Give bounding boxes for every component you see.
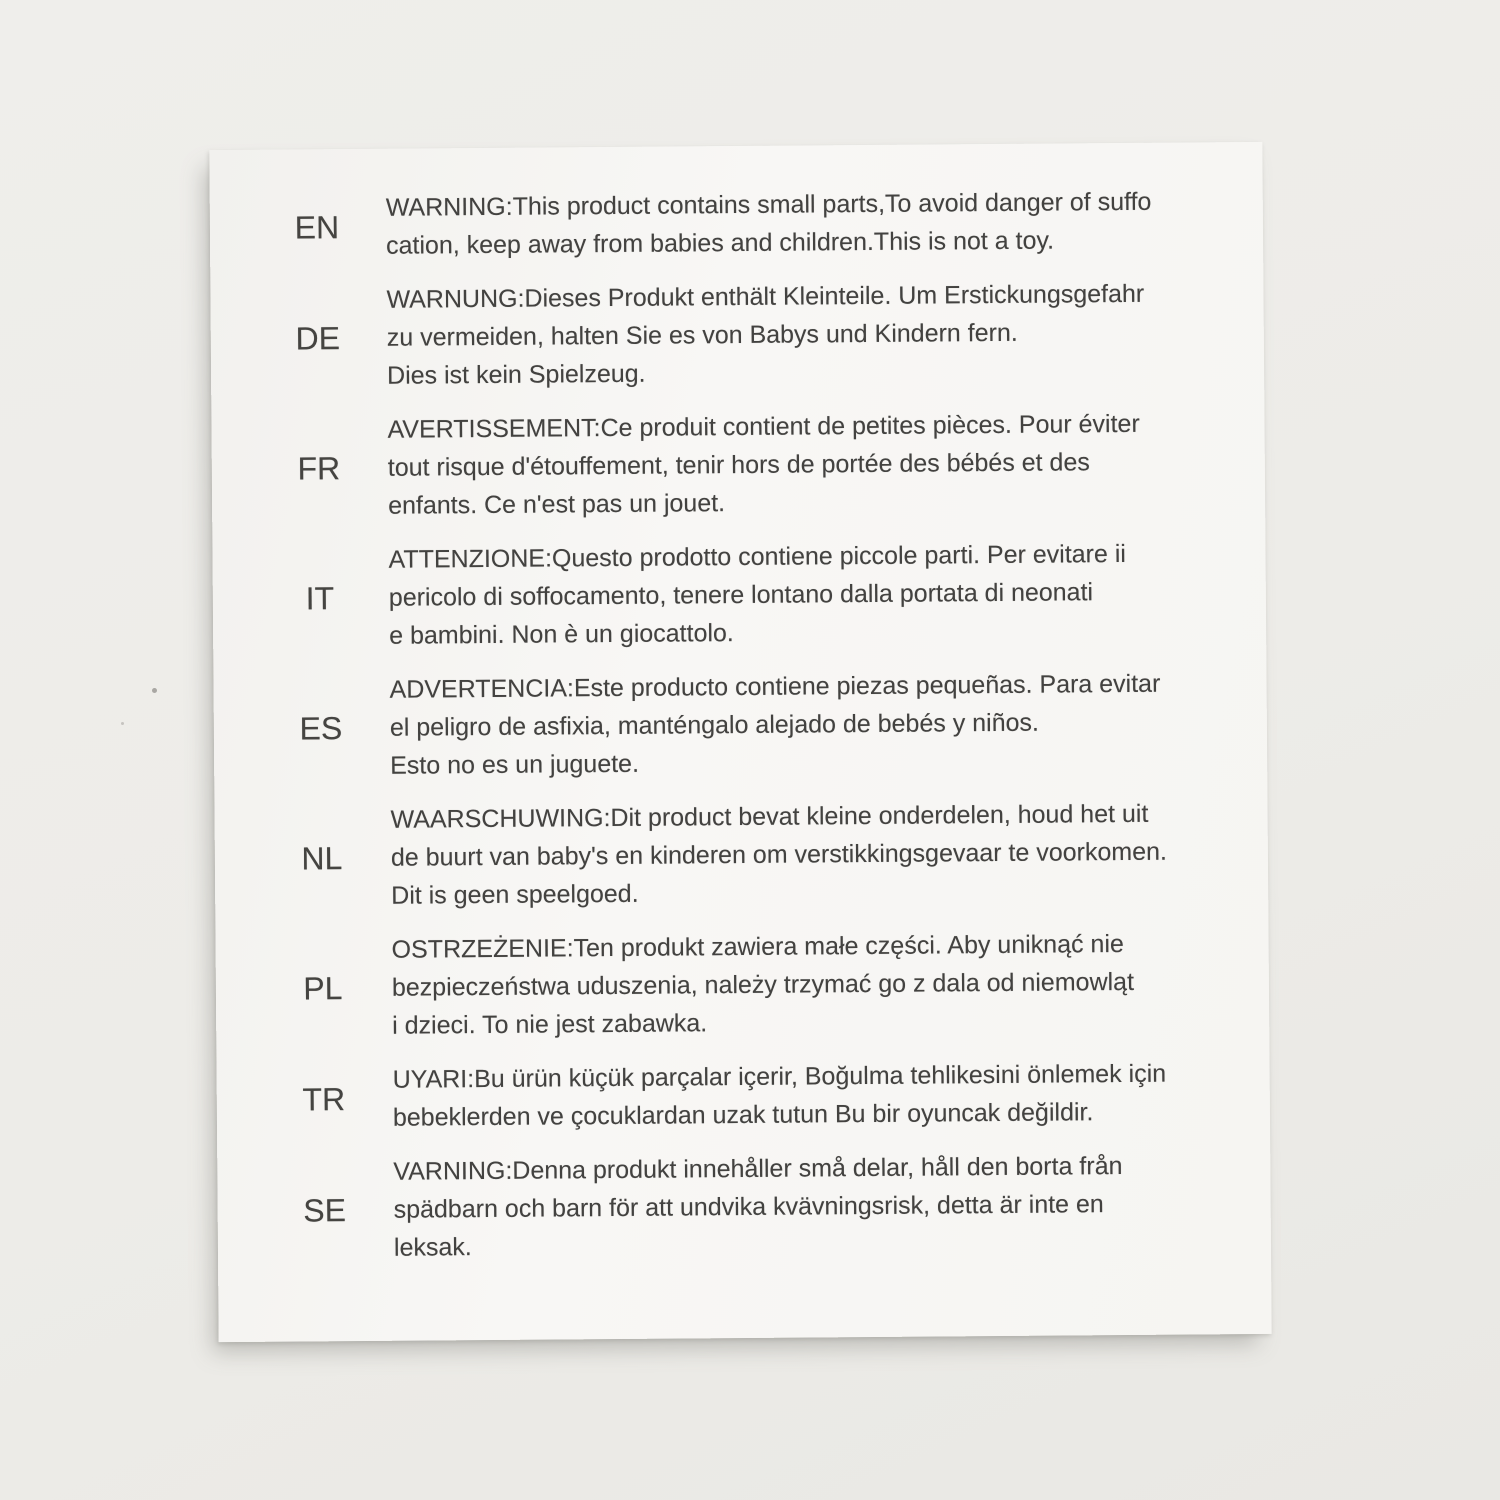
warning-block-pl [215,924,1269,1046]
warning-text [389,664,1216,784]
language-code: IT [305,580,335,617]
warning-block-en [210,182,1264,266]
warning-text [392,1054,1219,1136]
language-code: EN [294,209,340,246]
warning-line: WAARSCHUWING:Dit product bevat kleine onderdelen, houd het uit [390,799,1149,834]
warning-line: el peligro de asfixia, manténgalo alejado de bebés y niños. [389,708,1040,742]
warning-line: spädbarn och barn för att undvika kvävningsrisk, detta är inte en [393,1190,1104,1224]
warning-line: leksak. [393,1233,472,1262]
warning-line: VARNING:Denna produkt innehåller små delar, håll den borta från [393,1152,1123,1186]
warning-text [390,794,1217,914]
warning-line: tout risque d'étouffement, tenir hors de portée des bébés et des [387,448,1090,482]
language-code: PL [303,970,343,1007]
warning-text [388,534,1215,654]
warning-line: i dzieci. To nie jest zabawka. [392,1009,708,1040]
warning-line: AVERTISSEMENT:Ce produit contient de petites pièces. Pour éviter [387,409,1140,444]
warning-line: zu vermeiden, halten Sie es von Babys und Kindern fern. [386,318,1018,352]
warning-line: ADVERTENCIA:Este producto contiene piezas pequeñas. Para evitar [389,669,1161,704]
language-code: ES [299,710,343,747]
language-code: SE [303,1192,347,1229]
warning-blocks [210,182,1271,1268]
warning-text [393,1146,1220,1266]
language-code: FR [297,450,341,487]
warning-block-de [210,274,1264,396]
warning-line: de buurt van baby's en kinderen om verstikkingsgevaar te voorkomen. [390,837,1168,872]
warning-line: e bambini. Non è un giocattolo. [389,619,734,650]
warning-line: bebeklerden ve çocuklardan uzak tutun Bu bir oyuncak değildir. [392,1098,1094,1132]
warning-block-it [212,534,1266,656]
warning-block-se [217,1146,1271,1268]
dust-speck [152,688,157,693]
language-code: NL [301,840,343,877]
warning-line: enfants. Ce n'est pas un jouet. [388,489,726,520]
language-code: TR [302,1081,346,1118]
warning-line: cation, keep away from babies and children.This is not a toy. [385,226,1055,260]
warning-text [386,182,1213,264]
warning-block-tr [216,1054,1270,1138]
warning-text [386,274,1213,394]
warning-line: WARNUNG:Dieses Produkt enthält Kleinteile. Um Erstickungsgefahr [386,279,1145,314]
warning-line: Dit is geen speelgoed. [391,879,639,910]
warning-label-paper [209,142,1271,1342]
warning-line: pericolo di soffocamento, tenere lontano dalla portata di neonati [388,578,1094,612]
warning-block-es [213,664,1267,786]
language-code: DE [295,320,341,357]
warning-block-nl [214,794,1268,916]
warning-text [387,404,1214,524]
warning-line: bezpieczeństwa uduszenia, należy trzymać go z dala od niemowląt [391,967,1135,1002]
warning-line: OSTRZEŻENIE:Ten produkt zawiera małe części. Aby uniknąć nie [391,929,1124,964]
warning-line: WARNING:This product contains small parts,To avoid danger of suffo [385,187,1152,222]
warning-line: UYARI:Bu ürün küçük parçalar içerir, Boğulma tehlikesini önlemek için [392,1059,1167,1094]
warning-line: Dies ist kein Spielzeug. [387,359,646,390]
dust-speck [121,722,124,725]
warning-line: ATTENZIONE:Questo prodotto contiene piccole parti. Per evitare ii [388,539,1127,574]
warning-block-fr [211,404,1265,526]
warning-line: Esto no es un juguete. [390,749,640,780]
warning-text [391,924,1218,1044]
